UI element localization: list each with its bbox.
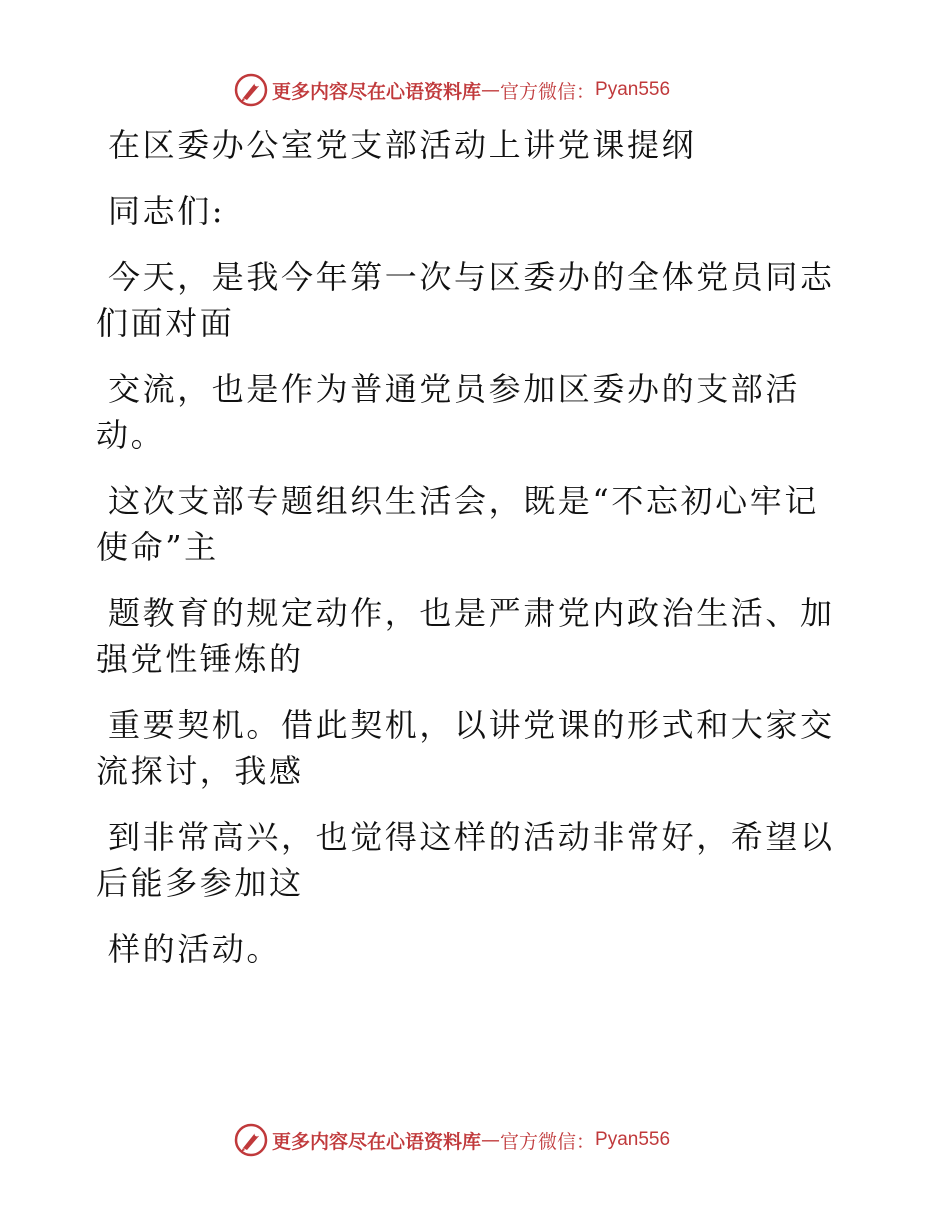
paragraph-line: 到非常高兴，也觉得这样的活动非常好，希望以 bbox=[108, 818, 835, 856]
paragraph bbox=[96, 590, 836, 682]
paragraph-line: 交流，也是作为普通党员参加区委办的支部活 bbox=[108, 370, 801, 408]
paragraph-line: 同志们: bbox=[108, 192, 226, 230]
document-body bbox=[96, 122, 836, 992]
paragraph-line: 今天，是我今年第一次与区委办的全体党员同志 bbox=[108, 258, 835, 296]
watermark-wechat-id: Pyan556 bbox=[595, 1129, 671, 1150]
paragraph-line: 动。 bbox=[96, 416, 166, 454]
paragraph-line: 强党性锤炼的 bbox=[96, 640, 304, 678]
watermark-main-text: 更多内容尽在心语资料库 bbox=[272, 80, 482, 103]
paragraph-line: 流探讨，我感 bbox=[96, 752, 304, 790]
watermark-sub-text: 官方微信： bbox=[500, 80, 596, 103]
watermark-sub-text: 官方微信： bbox=[500, 1130, 596, 1153]
paragraph-line: 题教育的规定动作，也是严肃党内政治生活、加 bbox=[108, 594, 835, 632]
paragraph bbox=[96, 814, 836, 906]
pen-logo-icon bbox=[234, 73, 268, 107]
document-title: 在区委办公室党支部活动上讲党课提纲 bbox=[108, 126, 697, 164]
watermark-dash: — bbox=[481, 1129, 501, 1151]
paragraph-line: 们面对面 bbox=[96, 304, 235, 342]
watermark-footer bbox=[234, 1120, 670, 1160]
paragraph bbox=[96, 702, 836, 794]
paragraph-line: 使命”主 bbox=[96, 528, 219, 566]
paragraph bbox=[96, 254, 836, 346]
paragraph-line: 样的活动。 bbox=[108, 930, 282, 968]
paragraph bbox=[96, 926, 836, 972]
paragraph bbox=[96, 188, 836, 234]
watermark-header bbox=[234, 70, 670, 110]
document-title-block bbox=[96, 122, 836, 168]
paragraph bbox=[96, 478, 836, 570]
pen-logo-icon bbox=[234, 1123, 268, 1157]
paragraph-line: 后能多参加这 bbox=[96, 864, 304, 902]
paragraph-line: 重要契机。借此契机，以讲党课的形式和大家交 bbox=[108, 706, 835, 744]
paragraph-line: 这次支部专题组织生活会，既是“不忘初心牢记 bbox=[108, 482, 819, 520]
paragraph bbox=[96, 366, 836, 458]
watermark-wechat-id: Pyan556 bbox=[595, 79, 671, 100]
watermark-main-text: 更多内容尽在心语资料库 bbox=[272, 1130, 482, 1153]
watermark-dash: — bbox=[481, 79, 501, 101]
